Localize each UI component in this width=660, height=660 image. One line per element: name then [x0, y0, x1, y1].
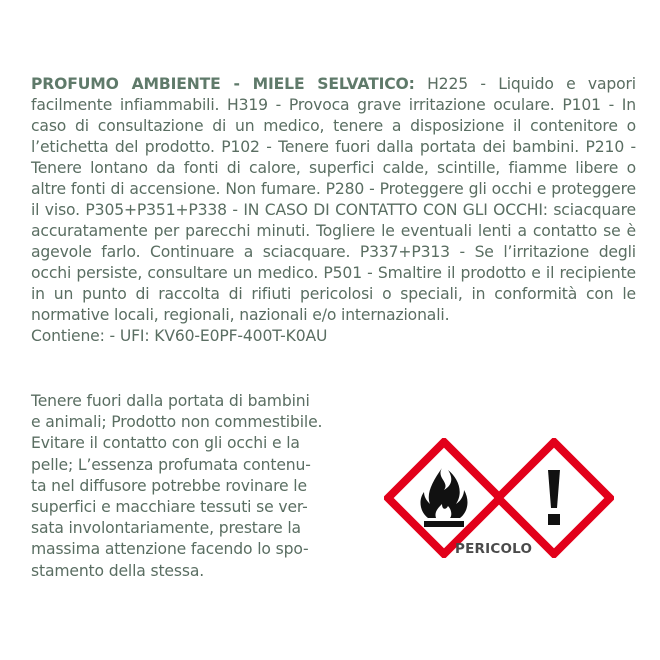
hazard-text: H225 - Liquido e vapori facilmente infiammabili. H319 - Provoca grave irritazione oculare. P101 - In caso di consultazione di un medico, tenere a disposizione il contenitore o l’etichetta del prodotto. P102 - Tenere fuori dalla portata dei bambini. P210 - Tenere lontano da fonti di calore, superfici calde, scintille, fiamme libere o altre fonti di accensione. Non fumare. P280 - Proteggere gli occhi e proteggere il viso. P305+P351+P338 - IN CASO DI CONTATTO CON GLI OCCHI: sciacquare accuratamente per parecchi minuti. Togliere le eventuali lenti a contatto se è agevole farlo. Continuare a sciacquare. P337+P313 - Se l’irritazione degli occhi persiste, consultare un medico. P501 - Smaltire il prodotto e il recipiente in un punto di raccolta di rifiuti pericolosi o speciali, in conformità con le normative locali, regionali, nazionali e/o internazionali.: [31, 75, 636, 324]
warnings-text: Tenere fuori dalla portata di bambini e animali; Prodotto non commestibile. Evitare il contatto con gli occhi e la pelle; L’essenza profumata contenu- ta nel diffusore potrebbe rovinare le superfici e macchiare tessuti se ver- sata involontariamente, prestare la massima attenzione facendo lo spo- stamento della stessa.: [31, 392, 323, 580]
hazard-pictograms: [384, 438, 604, 558]
ghs-flame-icon: [384, 438, 504, 558]
product-heading: PROFUMO AMBIENTE - MIELE SELVATICO:: [31, 75, 415, 93]
contents-line: Contiene: - UFI: KV60-E0PF-400T-K0AU: [31, 327, 328, 345]
hazard-statements: [31, 74, 636, 347]
signal-word: PERICOLO: [455, 541, 533, 557]
ghs-exclamation-icon: [494, 438, 614, 558]
